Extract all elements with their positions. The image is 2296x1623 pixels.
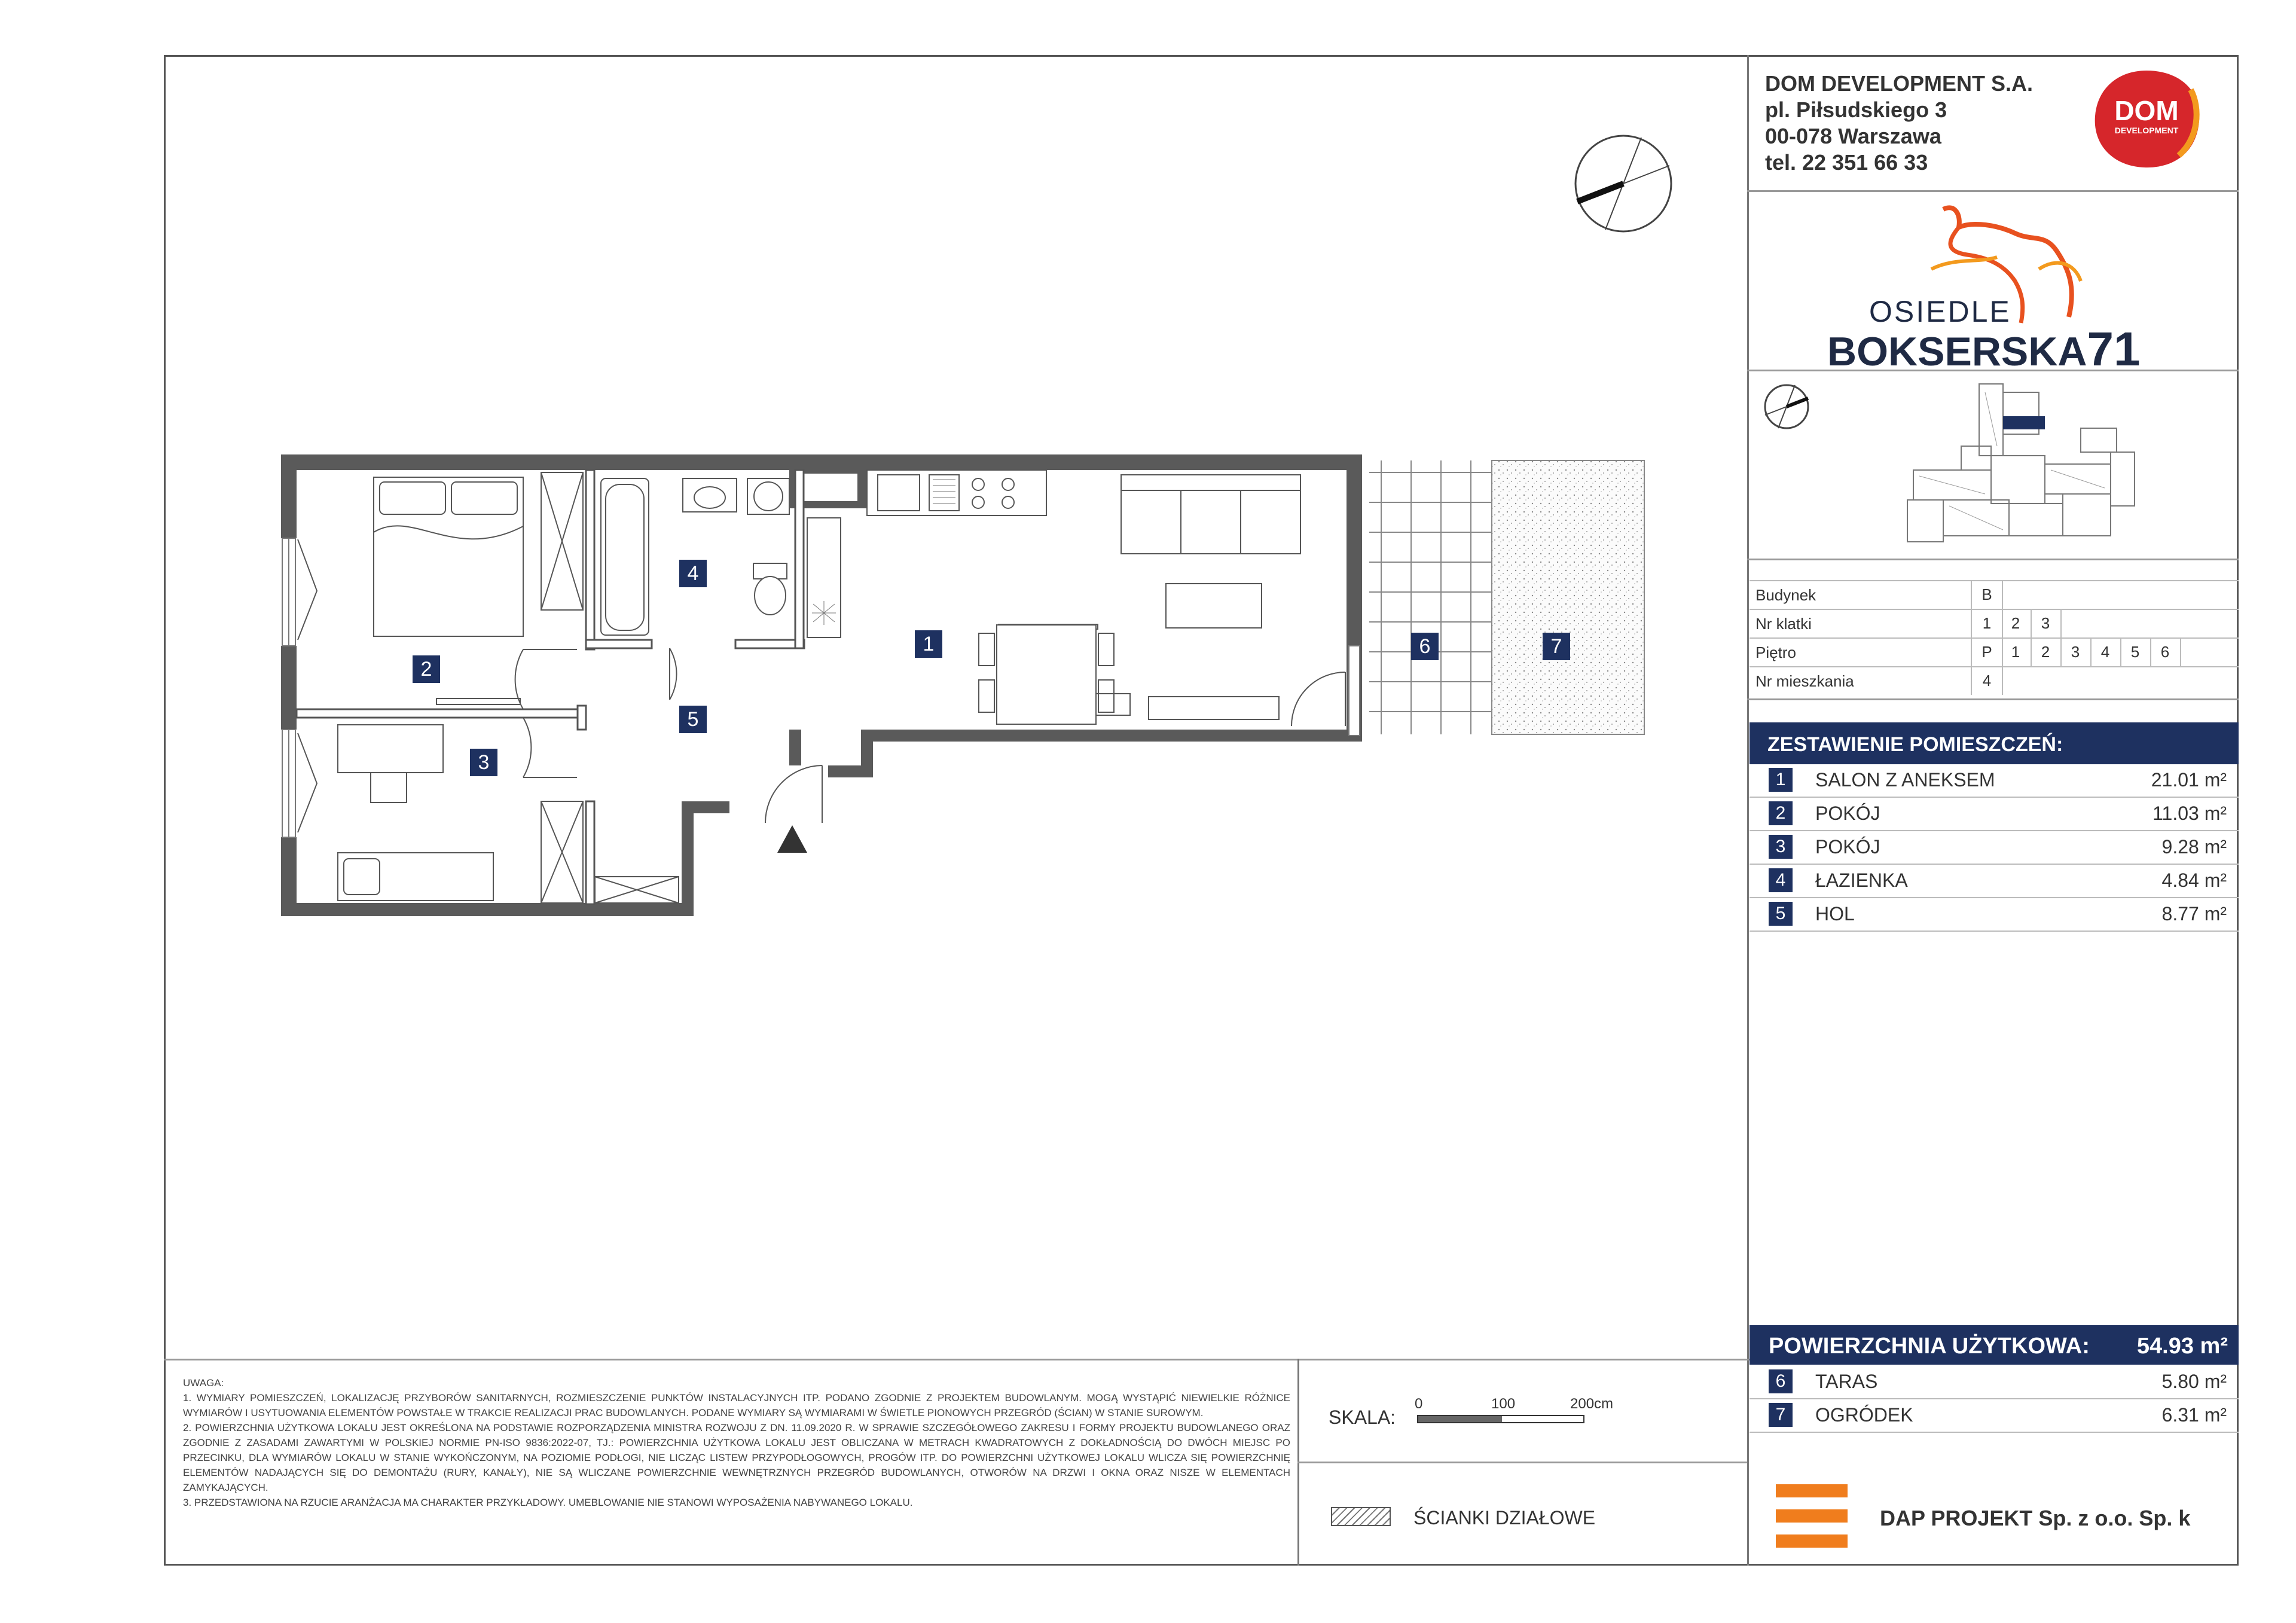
project-name-line2 — [1827, 322, 2140, 377]
room-name: POKÓJ — [1815, 803, 1880, 824]
room-name: ŁAZIENKA — [1815, 870, 1908, 891]
extra-area-value: 6.31 m² — [2161, 1404, 2227, 1426]
details-cell: 3 — [2060, 637, 2092, 666]
notes-block — [183, 1375, 1290, 1510]
extra-row-divider — [1750, 1398, 2239, 1399]
company-address — [1765, 71, 2033, 176]
divider-details — [1747, 698, 2239, 700]
room-row-divider — [1750, 830, 2239, 831]
usable-area-bar — [1750, 1325, 2239, 1365]
room-name: POKÓJ — [1815, 836, 1880, 858]
dining-table — [996, 624, 1097, 725]
room-row-divider — [1750, 897, 2239, 898]
floor-plan — [275, 443, 1650, 951]
usable-area-label: POWIERZCHNIA UŻYTKOWA: — [1769, 1334, 2090, 1359]
dom-development-logo — [2089, 66, 2204, 171]
dining-chair — [1098, 633, 1115, 666]
room-row-divider — [1750, 864, 2239, 865]
note-3: 3. PRZEDSTAWIONA NA RZUCIE ARANŻACJA MA CHARAKTER PRZYKŁADOWY. UMEBLOWANIE NIE STANOWI WYPOSAŻENIA NABYWANEGO LOKALU. — [183, 1497, 913, 1508]
room-number-badge: 3 — [1769, 835, 1793, 859]
tv-cabinet — [1148, 696, 1280, 720]
partition-legend-label: ŚCIANKI DZIAŁOWE — [1413, 1507, 1596, 1529]
project-name-line1: OSIEDLE — [1869, 295, 2011, 328]
stair-label: Nr klatki — [1755, 615, 1812, 633]
details-cell: 6 — [2150, 637, 2181, 666]
usable-area-value: 54.93 m² — [2136, 1334, 2228, 1359]
details-cell: 5 — [2120, 637, 2151, 666]
scale-bar — [1417, 1415, 1584, 1423]
extra-area-name: TARAS — [1815, 1371, 1878, 1392]
divider-company — [1747, 190, 2239, 192]
extra-area-number-badge: 7 — [1769, 1403, 1793, 1427]
details-cell: P — [1971, 637, 2003, 666]
extra-area-value: 5.80 m² — [2161, 1371, 2227, 1392]
plan-label-7: 7 — [1543, 633, 1570, 660]
project-name-number: 71 — [2087, 322, 2141, 376]
extra-row-divider — [1750, 1432, 2239, 1433]
details-cell: B — [1971, 580, 2003, 609]
details-cell: 3 — [2031, 609, 2062, 637]
building-label: Budynek — [1755, 586, 1816, 604]
plan-label-1: 1 — [915, 630, 942, 658]
keyplan-site-map — [1901, 380, 2152, 554]
extra-area-number-badge: 6 — [1769, 1369, 1793, 1393]
scale-label: SKALA: — [1329, 1407, 1396, 1428]
company-phone: tel. 22 351 66 33 — [1765, 150, 1928, 175]
scale-tick-100: 100 — [1491, 1396, 1516, 1412]
scale-tick-200: 200cm — [1570, 1396, 1614, 1412]
extra-area-name: OGRÓDEK — [1815, 1404, 1913, 1426]
room-number-badge: 2 — [1769, 801, 1793, 825]
dining-chair — [978, 633, 995, 666]
room-area: 11.03 m² — [2152, 803, 2227, 824]
dining-chair — [1098, 679, 1115, 713]
plan-label-2: 2 — [413, 655, 440, 683]
dap-projekt-logo-icon — [1776, 1484, 1848, 1550]
details-cell: 1 — [1971, 609, 2003, 637]
room-area: 4.84 m² — [2161, 870, 2227, 891]
rooms-heading: ZESTAWIENIE POMIESZCZEŃ: — [1767, 733, 2063, 756]
logo-text-dom: DOM — [2114, 95, 2179, 126]
details-cell: 2 — [2031, 637, 2062, 666]
plan-label-6: 6 — [1411, 633, 1439, 660]
room-row-divider — [1750, 931, 2239, 932]
notes-title: UWAGA: — [183, 1377, 224, 1389]
room-number-badge: 1 — [1769, 768, 1793, 792]
room-number-badge: 4 — [1769, 868, 1793, 892]
room-number-badge: 5 — [1769, 902, 1793, 926]
divider-scale-legend — [1297, 1462, 1747, 1463]
plan-label-4: 4 — [679, 560, 707, 587]
company-name: DOM DEVELOPMENT S.A. — [1765, 71, 2034, 96]
right-panel-divider — [1747, 55, 1749, 1566]
architect-name: DAP PROJEKT Sp. z o.o. Sp. k — [1880, 1506, 2191, 1530]
note-2: 2. POWIERZCHNIA UŻYTKOWA LOKALU JEST OKREŚLONA NA PODSTAWIE ROZPORZĄDZENIA MINISTRA ROZWOJU Z DN. 11.09.2020 R. W SPRAWIE SZCZEGÓŁOWEGO ZAKRESU I FORMY PROJEKTU BUDOWLANEGO ORAZ ZGODNIE Z ZASADAMI ZAWARTYMI W POLSKIEJ NORMIE PN-ISO 9836:2022-07, TJ.: POWIERZCHNIA UŻYTKOWA LOKALU JEST OBLICZANA W METRACH KWADRATOWYCH Z DOKŁADNOŚCIĄ DO DWÓCH MIEJSC PO PRZECINKU, DLA WYMIARÓW LOKALU W STANIE WYKOŃCZONYM, NA POZIOMIE PODŁOGI, NIE LICZĄC LISTEW PRZYPODŁOGOWYCH, PROGÓW ITP. DO POWIERZCHNI UŻYTKOWEJ LOKALU WLICZA SIĘ POWIERZCHNIĘ ELEMENTÓW NADAJĄCYCH SIĘ DO DEMONTAŻU (RURY, KANAŁY), NIE SĄ WLICZANE POWIERZCHNIE WEWNĘTRZNYCH PRZEGRÓD BUDOWLANYCH, OTWORÓW NA DRZWI I OKNA ORAZ NISZE W ELEMENTACH ZAMYKAJĄCYCH. — [183, 1422, 1290, 1493]
logo-text-development: DEVELOPMENT — [2114, 126, 2179, 135]
details-cell: 1 — [2001, 637, 2032, 666]
partition-hatch-icon — [1331, 1507, 1391, 1526]
flat-label: Nr mieszkania — [1755, 672, 1854, 690]
divider-keyplan — [1747, 559, 2239, 560]
scale-tick-0: 0 — [1415, 1396, 1423, 1412]
project-name-bokserska: BOKSERSKA — [1827, 329, 2087, 374]
room-name: SALON Z ANEKSEM — [1815, 769, 1995, 791]
details-cell: 4 — [1971, 666, 2003, 695]
plan-label-3: 3 — [470, 749, 497, 776]
rooms-heading-bar — [1750, 722, 2239, 764]
north-compass-icon — [1573, 133, 1674, 234]
plan-label-5: 5 — [679, 706, 707, 733]
company-city: 00-078 Warszawa — [1765, 124, 1941, 148]
room-area: 21.01 m² — [2151, 769, 2227, 791]
note-1: 1. WYMIARY POMIESZCZEŃ, LOKALIZACJĘ PRZYBORÓW SANITARNYCH, ROZMIESZCZENIE PUNKTÓW INSTALACYJNYCH ITP. PODANO ZGODNIE Z PROJEKTEM BUDOWLANYM. MOGĄ WYSTĄPIĆ NIEWIELKIE RÓŻNICE WYMIARÓW I USYTUOWANIA ELEMENTÓW POWSTAŁE W TRAKCIE REALIZACJI PRAC BUDOWLANYCH. PODANE WYMIARY SĄ WYMIARAMI W ŚWIETLE PIONOWYCH PRZEGRÓD (ŚCIAN) W STANIE SUROWYM. — [183, 1392, 1290, 1418]
room-name: HOL — [1815, 903, 1855, 925]
details-cell: 2 — [2001, 609, 2032, 637]
details-cell: 4 — [2090, 637, 2121, 666]
room-area: 8.77 m² — [2161, 903, 2227, 925]
company-street: pl. Piłsudskiego 3 — [1765, 97, 1947, 122]
keyplan-compass-icon — [1763, 383, 1810, 431]
floor-label: Piętro — [1755, 643, 1796, 661]
room-row-divider — [1750, 797, 2239, 798]
room-area: 9.28 m² — [2161, 836, 2227, 858]
dining-chair — [978, 679, 995, 713]
